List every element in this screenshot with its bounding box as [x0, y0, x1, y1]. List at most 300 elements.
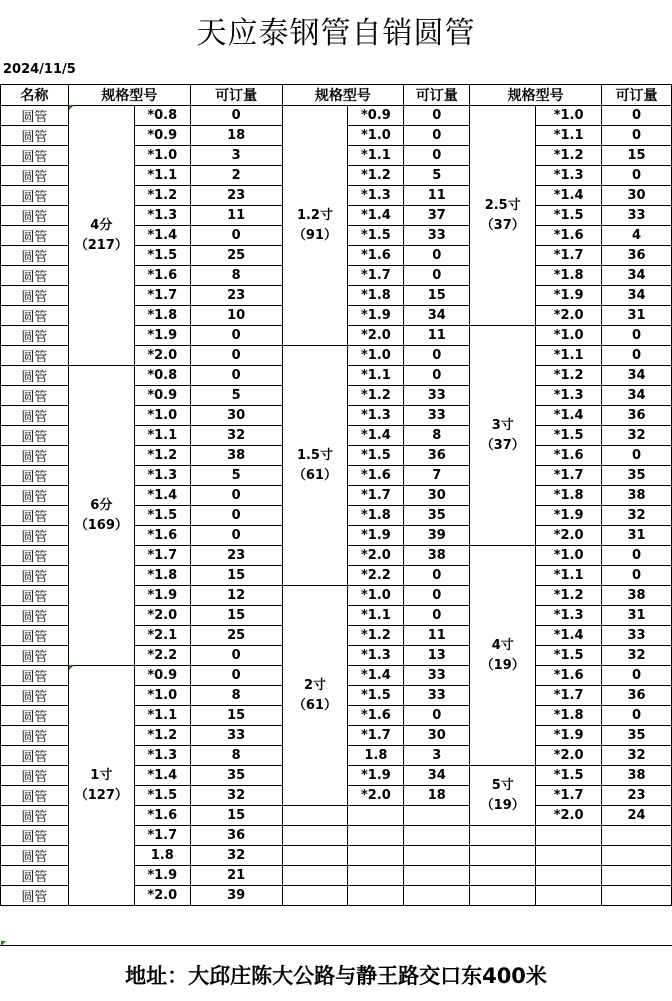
header-spec-3: 规格型号: [470, 85, 602, 106]
spec-cell: *1.8: [348, 286, 404, 306]
qty-cell: 36: [602, 406, 672, 426]
product-name-cell: 圆管: [1, 246, 69, 266]
size-group-name: 1.5寸: [296, 447, 333, 463]
qty-cell: 32: [602, 646, 672, 666]
spec-cell: *1.7: [134, 286, 190, 306]
spec-cell: *1.0: [348, 346, 404, 366]
qty-cell: 34: [602, 266, 672, 286]
spec-cell: *1.4: [134, 226, 190, 246]
qty-cell: 35: [190, 766, 282, 786]
spec-cell: *1.5: [536, 206, 602, 226]
empty-cell: [348, 806, 404, 826]
spec-cell: *1.6: [134, 526, 190, 546]
spec-cell: *1.5: [536, 426, 602, 446]
spec-cell: *1.9: [536, 726, 602, 746]
size-group-cell: [68, 106, 134, 366]
spec-cell: *0.9: [134, 126, 190, 146]
qty-cell: 0: [404, 126, 470, 146]
spec-cell: *1.1: [134, 426, 190, 446]
spec-cell: *1.1: [348, 366, 404, 386]
qty-cell: 0: [190, 106, 282, 126]
qty-cell: 24: [602, 806, 672, 826]
spec-cell: *1.6: [536, 666, 602, 686]
spec-cell: *1.2: [348, 386, 404, 406]
qty-cell: 15: [190, 566, 282, 586]
spec-cell: *1.1: [348, 146, 404, 166]
spec-cell: *1.2: [134, 186, 190, 206]
empty-cell: [282, 866, 348, 886]
spec-cell: *1.0: [348, 586, 404, 606]
spec-cell: *1.1: [134, 166, 190, 186]
spec-cell: *2.0: [134, 606, 190, 626]
size-group-total: （61）: [292, 467, 338, 483]
qty-cell: 11: [190, 206, 282, 226]
qty-cell: 23: [190, 186, 282, 206]
qty-cell: 2: [190, 166, 282, 186]
qty-cell: 0: [602, 706, 672, 726]
product-name-cell: 圆管: [1, 606, 69, 626]
size-group-total: （169）: [74, 517, 128, 533]
empty-cell: [282, 846, 348, 866]
size-group-total: （217）: [74, 237, 128, 253]
empty-cell: [282, 806, 348, 826]
empty-cell: [404, 846, 470, 866]
spec-cell: *2.0: [348, 786, 404, 806]
size-group-name: 3寸: [491, 417, 514, 433]
empty-cell: [536, 826, 602, 846]
spec-cell: *1.5: [134, 506, 190, 526]
spec-cell: *1.6: [348, 466, 404, 486]
size-group-cell: [470, 766, 536, 826]
qty-cell: 0: [190, 646, 282, 666]
spec-cell: *1.0: [536, 106, 602, 126]
qty-cell: 8: [190, 266, 282, 286]
size-group-total: （19）: [480, 657, 525, 673]
qty-cell: 35: [602, 726, 672, 746]
spec-cell: *1.5: [536, 646, 602, 666]
qty-cell: 10: [190, 306, 282, 326]
header-qty-2: 可订量: [404, 85, 470, 106]
qty-cell: 0: [190, 506, 282, 526]
spec-cell: *1.9: [134, 326, 190, 346]
spec-cell: *1.7: [348, 486, 404, 506]
spec-cell: *1.3: [348, 646, 404, 666]
spec-cell: *1.2: [536, 586, 602, 606]
header-qty-1: 可订量: [190, 85, 282, 106]
size-group-cell: [470, 546, 536, 766]
qty-cell: 25: [190, 626, 282, 646]
qty-cell: 33: [190, 726, 282, 746]
product-name-cell: 圆管: [1, 646, 69, 666]
page-title: 天应泰钢管自销圆管: [196, 16, 476, 51]
size-group-name: 4寸: [491, 637, 514, 653]
qty-cell: 36: [190, 826, 282, 846]
spec-cell: *1.5: [348, 686, 404, 706]
qty-cell: 0: [602, 126, 672, 146]
empty-cell: [282, 886, 348, 906]
spec-cell: *2.0: [536, 526, 602, 546]
spec-cell: *1.0: [536, 546, 602, 566]
qty-cell: 15: [190, 806, 282, 826]
spec-cell: *1.3: [348, 406, 404, 426]
product-name-cell: 圆管: [1, 166, 69, 186]
product-name-cell: 圆管: [1, 306, 69, 326]
qty-cell: 0: [404, 606, 470, 626]
qty-cell: 39: [404, 526, 470, 546]
spec-cell: *1.1: [536, 566, 602, 586]
qty-cell: 36: [404, 446, 470, 466]
product-name-cell: 圆管: [1, 106, 69, 126]
empty-cell: [536, 846, 602, 866]
product-name-cell: 圆管: [1, 326, 69, 346]
qty-cell: 7: [404, 466, 470, 486]
spec-cell: *1.8: [134, 566, 190, 586]
size-group-name: 1.2寸: [296, 207, 333, 223]
qty-cell: 0: [404, 106, 470, 126]
product-name-cell: 圆管: [1, 446, 69, 466]
spec-cell: *1.9: [348, 526, 404, 546]
size-group-name: 6分: [90, 497, 113, 513]
spec-cell: *1.2: [536, 146, 602, 166]
product-name-cell: 圆管: [1, 886, 69, 906]
qty-cell: 34: [602, 286, 672, 306]
empty-cell: [470, 866, 536, 886]
spec-cell: *1.3: [134, 466, 190, 486]
header-spec-2: 规格型号: [282, 85, 404, 106]
qty-cell: 0: [404, 586, 470, 606]
empty-cell: [404, 806, 470, 826]
empty-cell: [348, 826, 404, 846]
qty-cell: 0: [602, 166, 672, 186]
qty-cell: 38: [404, 546, 470, 566]
size-group-cell: [470, 326, 536, 546]
qty-cell: 36: [602, 246, 672, 266]
qty-cell: 5: [190, 386, 282, 406]
qty-cell: 0: [602, 446, 672, 466]
spec-cell: *1.0: [536, 326, 602, 346]
spec-cell: *1.4: [536, 186, 602, 206]
spec-cell: *1.2: [348, 626, 404, 646]
qty-cell: 0: [190, 346, 282, 366]
spec-cell: *1.8: [536, 266, 602, 286]
size-group-name: 2寸: [303, 677, 326, 693]
spec-cell: *1.8: [536, 706, 602, 726]
product-name-cell: 圆管: [1, 526, 69, 546]
empty-cell: [348, 866, 404, 886]
qty-cell: 8: [190, 686, 282, 706]
spec-cell: *1.9: [536, 286, 602, 306]
qty-cell: 31: [602, 526, 672, 546]
product-name-cell: 圆管: [1, 786, 69, 806]
empty-cell: [404, 826, 470, 846]
size-group-name: 5寸: [491, 777, 514, 793]
product-name-cell: 圆管: [1, 726, 69, 746]
spec-cell: *1.1: [536, 346, 602, 366]
product-name-cell: 圆管: [1, 206, 69, 226]
qty-cell: 32: [190, 426, 282, 446]
spec-cell: *2.0: [536, 806, 602, 826]
spec-cell: *1.6: [348, 246, 404, 266]
spec-cell: *1.9: [134, 866, 190, 886]
qty-cell: 13: [404, 646, 470, 666]
product-name-cell: 圆管: [1, 546, 69, 566]
spec-cell: *1.8: [536, 486, 602, 506]
empty-cell: [536, 866, 602, 886]
product-name-cell: 圆管: [1, 806, 69, 826]
spec-cell: *1.2: [134, 726, 190, 746]
header-qty-3: 可订量: [602, 85, 672, 106]
qty-cell: 15: [190, 606, 282, 626]
spec-cell: *1.2: [536, 366, 602, 386]
qty-cell: 38: [602, 586, 672, 606]
qty-cell: 5: [190, 466, 282, 486]
spec-cell: *1.1: [134, 706, 190, 726]
spec-cell: *1.2: [348, 166, 404, 186]
size-group-cell: [282, 586, 348, 806]
empty-cell: [404, 886, 470, 906]
qty-cell: 0: [404, 346, 470, 366]
header-name: 名称: [1, 85, 69, 106]
size-group-cell: [68, 666, 134, 906]
spec-cell: *2.2: [134, 646, 190, 666]
qty-cell: 31: [602, 606, 672, 626]
spec-cell: *1.7: [536, 246, 602, 266]
qty-cell: 36: [602, 686, 672, 706]
product-name-cell: 圆管: [1, 186, 69, 206]
spec-cell: *1.6: [134, 266, 190, 286]
empty-cell: [470, 846, 536, 866]
qty-cell: 35: [404, 506, 470, 526]
qty-cell: 0: [404, 246, 470, 266]
qty-cell: 0: [404, 566, 470, 586]
product-name-cell: 圆管: [1, 666, 69, 686]
spec-cell: *1.9: [134, 586, 190, 606]
spec-cell: *1.4: [134, 766, 190, 786]
qty-cell: 33: [602, 626, 672, 646]
spec-cell: *1.3: [536, 166, 602, 186]
spec-cell: 1.8: [348, 746, 404, 766]
product-name-cell: 圆管: [1, 846, 69, 866]
qty-cell: 38: [602, 766, 672, 786]
empty-cell: [470, 826, 536, 846]
qty-cell: 8: [404, 426, 470, 446]
qty-cell: 11: [404, 626, 470, 646]
product-name-cell: 圆管: [1, 386, 69, 406]
spec-cell: *0.8: [134, 106, 190, 126]
qty-cell: 33: [404, 386, 470, 406]
spec-cell: *1.6: [536, 446, 602, 466]
size-group-total: （127）: [74, 787, 128, 803]
qty-cell: 30: [404, 486, 470, 506]
qty-cell: 15: [404, 286, 470, 306]
spec-cell: *2.0: [536, 306, 602, 326]
qty-cell: 34: [404, 306, 470, 326]
qty-cell: 32: [602, 506, 672, 526]
spec-cell: *1.4: [134, 486, 190, 506]
empty-cell: [348, 886, 404, 906]
qty-cell: 0: [190, 366, 282, 386]
qty-cell: 0: [404, 266, 470, 286]
qty-cell: 25: [190, 246, 282, 266]
spec-cell: *1.0: [134, 406, 190, 426]
product-name-cell: 圆管: [1, 486, 69, 506]
qty-cell: 0: [602, 566, 672, 586]
product-name-cell: 圆管: [1, 286, 69, 306]
spec-cell: *0.9: [348, 106, 404, 126]
product-name-cell: 圆管: [1, 466, 69, 486]
qty-cell: 33: [404, 666, 470, 686]
size-group-total: （37）: [480, 437, 525, 453]
spec-cell: *1.1: [536, 126, 602, 146]
qty-cell: 33: [404, 686, 470, 706]
qty-cell: 30: [404, 726, 470, 746]
spec-cell: *1.4: [536, 406, 602, 426]
product-name-cell: 圆管: [1, 566, 69, 586]
qty-cell: 11: [404, 326, 470, 346]
qty-cell: 3: [190, 146, 282, 166]
spec-cell: *1.9: [536, 506, 602, 526]
qty-cell: 0: [404, 366, 470, 386]
qty-cell: 30: [190, 406, 282, 426]
product-name-cell: 圆管: [1, 426, 69, 446]
qty-cell: 32: [602, 746, 672, 766]
qty-cell: 34: [404, 766, 470, 786]
header-row: [1, 85, 672, 106]
qty-cell: 33: [404, 406, 470, 426]
spec-cell: *1.2: [134, 446, 190, 466]
size-group-name: 4分: [90, 217, 113, 233]
qty-cell: 35: [602, 466, 672, 486]
qty-cell: 34: [602, 366, 672, 386]
product-name-cell: 圆管: [1, 346, 69, 366]
product-name-cell: 圆管: [1, 626, 69, 646]
empty-cell: [536, 886, 602, 906]
spec-cell: *2.0: [134, 346, 190, 366]
qty-cell: 32: [190, 846, 282, 866]
spec-cell: *1.1: [348, 606, 404, 626]
spec-cell: *2.0: [536, 746, 602, 766]
size-group-cell: [68, 366, 134, 666]
spec-cell: *1.9: [348, 306, 404, 326]
qty-cell: 32: [190, 786, 282, 806]
product-name-cell: 圆管: [1, 126, 69, 146]
spec-cell: *0.8: [134, 366, 190, 386]
qty-cell: 33: [602, 206, 672, 226]
cell-comment-marker: [69, 665, 74, 670]
product-name-cell: 圆管: [1, 266, 69, 286]
qty-cell: 0: [602, 666, 672, 686]
empty-cell: [602, 866, 672, 886]
size-group-total: （19）: [480, 797, 525, 813]
size-group-name: 1寸: [90, 767, 113, 783]
spec-cell: *1.3: [134, 746, 190, 766]
spec-cell: *2.0: [348, 326, 404, 346]
spec-cell: *1.5: [536, 766, 602, 786]
spec-cell: *1.8: [348, 506, 404, 526]
qty-cell: 23: [190, 546, 282, 566]
spec-cell: *1.4: [536, 626, 602, 646]
table-row: [1, 106, 672, 126]
qty-cell: 38: [602, 486, 672, 506]
qty-cell: 31: [602, 306, 672, 326]
product-name-cell: 圆管: [1, 826, 69, 846]
spec-cell: *2.2: [348, 566, 404, 586]
qty-cell: 0: [404, 706, 470, 726]
size-group-total: （37）: [480, 217, 525, 233]
qty-cell: 34: [602, 386, 672, 406]
qty-cell: 33: [404, 226, 470, 246]
product-name-cell: 圆管: [1, 146, 69, 166]
qty-cell: 30: [602, 186, 672, 206]
qty-cell: 11: [404, 186, 470, 206]
qty-cell: 4: [602, 226, 672, 246]
empty-cell: [404, 866, 470, 886]
spec-cell: *1.7: [536, 786, 602, 806]
qty-cell: 12: [190, 586, 282, 606]
spec-cell: *1.0: [348, 126, 404, 146]
spec-cell: *1.7: [536, 686, 602, 706]
cell-comment-marker: [1, 941, 6, 946]
spec-cell: *1.4: [348, 666, 404, 686]
qty-cell: 0: [190, 526, 282, 546]
spec-cell: *1.4: [348, 206, 404, 226]
qty-cell: 0: [602, 346, 672, 366]
header-spec-1: 规格型号: [68, 85, 190, 106]
qty-cell: 0: [602, 546, 672, 566]
spec-cell: *1.7: [536, 466, 602, 486]
spec-cell: *1.6: [134, 806, 190, 826]
spec-cell: *1.5: [134, 246, 190, 266]
product-name-cell: 圆管: [1, 746, 69, 766]
size-group-name: 2.5寸: [484, 197, 521, 213]
empty-cell: [602, 826, 672, 846]
qty-cell: 15: [190, 706, 282, 726]
qty-cell: 39: [190, 886, 282, 906]
spec-cell: *1.6: [348, 706, 404, 726]
qty-cell: 18: [190, 126, 282, 146]
spec-cell: *0.9: [134, 666, 190, 686]
spec-cell: *1.3: [134, 206, 190, 226]
qty-cell: 15: [602, 146, 672, 166]
qty-cell: 0: [190, 226, 282, 246]
spec-cell: *1.7: [134, 546, 190, 566]
size-group-cell: [282, 346, 348, 586]
spec-cell: *1.5: [134, 786, 190, 806]
spec-cell: *1.9: [348, 766, 404, 786]
qty-cell: 21: [190, 866, 282, 886]
size-group-cell: [470, 106, 536, 326]
product-name-cell: 圆管: [1, 766, 69, 786]
address: 地址：大邱庄陈大公路与静王路交口东400米: [125, 964, 547, 988]
spec-cell: *2.0: [134, 886, 190, 906]
empty-cell: [602, 846, 672, 866]
qty-cell: 0: [190, 326, 282, 346]
cell-comment-marker: [69, 105, 74, 110]
qty-cell: 0: [190, 666, 282, 686]
report-date: 2024/11/5: [3, 62, 76, 77]
product-name-cell: 圆管: [1, 506, 69, 526]
product-name-cell: 圆管: [1, 586, 69, 606]
qty-cell: 37: [404, 206, 470, 226]
spec-cell: *1.4: [348, 426, 404, 446]
spec-cell: *1.6: [536, 226, 602, 246]
size-group-total: （61）: [292, 697, 338, 713]
spec-cell: *1.5: [348, 226, 404, 246]
spec-cell: *1.3: [536, 606, 602, 626]
spec-cell: *1.8: [134, 306, 190, 326]
product-name-cell: 圆管: [1, 706, 69, 726]
spec-cell: 1.8: [134, 846, 190, 866]
